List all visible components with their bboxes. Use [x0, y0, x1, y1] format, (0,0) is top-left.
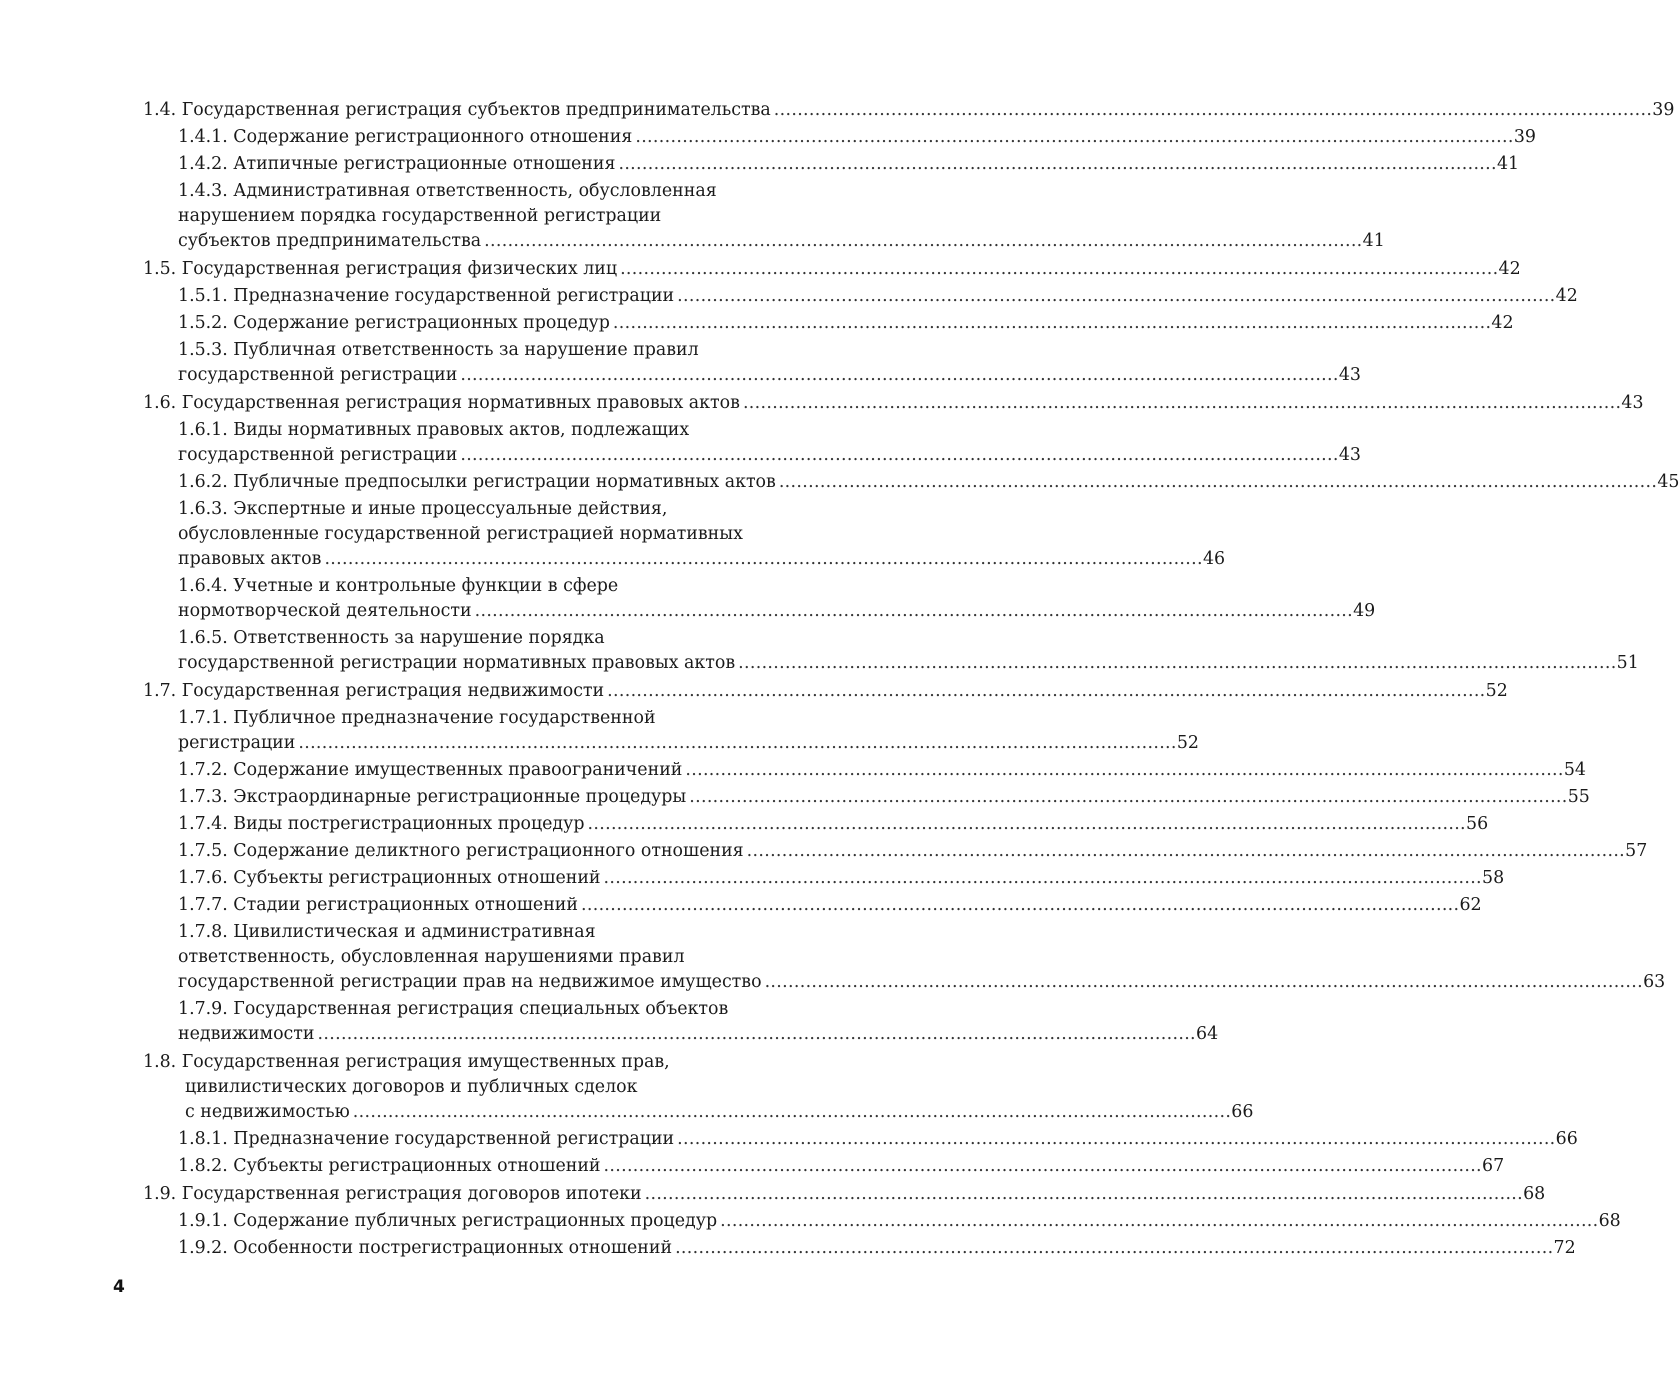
toc-entry-1-4-1[interactable] [143, 125, 1536, 150]
toc-entry-last-line [143, 257, 1521, 282]
toc-entry-1-8[interactable] [143, 1050, 1254, 1125]
toc-entry-title: 1.9.1. Содержание публичных регистрационных процедур [178, 1211, 718, 1231]
toc-entry-text-line: 1.5.3. Публичная ответственность за нарушение правил [178, 340, 699, 360]
dot-leader [747, 839, 1622, 864]
toc-entry-last-line [143, 1100, 1254, 1125]
dot-leader [765, 970, 1640, 995]
toc-entry-last-line [143, 1182, 1546, 1207]
toc-entry-text-line: 1.7.9. Государственная регистрация специальных объектов [178, 999, 729, 1019]
toc-entry-page: 66 [1555, 1129, 1578, 1149]
toc-entry-1-9-1[interactable] [143, 1209, 1621, 1234]
toc-entry-title: государственной регистрации прав на недвижимое имущество [178, 972, 762, 992]
toc-entry-last-line [178, 731, 1199, 756]
toc-entry-text-line: 1.4.3. Административная ответственность, обусловленная [178, 181, 717, 201]
toc-entry-last-line [178, 1127, 1578, 1152]
toc-entry-page: 54 [1563, 760, 1586, 780]
toc-entry-last-line [178, 547, 1226, 572]
toc-entry-last-line [143, 98, 1675, 123]
dot-leader [475, 599, 1350, 624]
toc-entry-1-9[interactable] [143, 1182, 1546, 1207]
toc-entry-title: 1.7.6. Субъекты регистрационных отношений [178, 868, 601, 888]
toc-entry-title: государственной регистрации [178, 445, 458, 465]
toc-entry-text-line: 1.7.1. Публичное предназначение государственной [178, 708, 656, 728]
toc-entry-page: 49 [1353, 601, 1376, 621]
toc-entry-1-9-2[interactable] [143, 1236, 1576, 1261]
toc-entry-page: 62 [1459, 895, 1482, 915]
toc-entry-text-line: обусловленные государственной регистрацией нормативных [178, 524, 743, 544]
toc-entry-1-7-3[interactable] [143, 785, 1590, 810]
toc-entry-1-8-2[interactable] [143, 1154, 1505, 1179]
toc-entry-page: 58 [1482, 868, 1505, 888]
dot-leader [460, 363, 1335, 388]
toc-entry-page: 43 [1338, 445, 1361, 465]
toc-entry-page: 45 [1657, 472, 1679, 492]
toc-entry-last-line [178, 443, 1361, 468]
toc-entry-1-5-2[interactable] [143, 311, 1514, 336]
toc-entry-title: 1.4.2. Атипичные регистрационные отношения [178, 154, 616, 174]
toc-entry-page: 56 [1466, 814, 1489, 834]
toc-entry-title: 1.5.1. Предназначение государственной регистрации [178, 286, 675, 306]
toc-entry-page: 57 [1625, 841, 1648, 861]
toc-entry-title: с недвижимостью [185, 1102, 350, 1122]
toc-entry-last-line [178, 651, 1639, 676]
toc-entry-page: 67 [1482, 1156, 1505, 1176]
toc-entry-title: 1.5. Государственная регистрация физических лиц [143, 259, 618, 279]
toc-entry-text-line: 1.6.5. Ответственность за нарушение порядка [178, 628, 605, 648]
toc-entry-last-line [178, 785, 1590, 810]
toc-entry-page: 39 [1652, 100, 1675, 120]
dot-leader [604, 866, 1479, 891]
dot-leader [613, 311, 1488, 336]
toc-entry-last-line [143, 679, 1508, 704]
dot-leader [581, 893, 1456, 918]
toc-entry-page: 42 [1555, 286, 1578, 306]
toc-entry-last-line [178, 839, 1648, 864]
toc-entry-last-line [143, 391, 1644, 416]
toc-entry-page: 68 [1523, 1184, 1546, 1204]
toc-entry-1-6-5[interactable] [143, 626, 1639, 676]
dot-leader [677, 1127, 1552, 1152]
dot-leader [774, 98, 1649, 123]
toc-entry-title: 1.9.2. Особенности пострегистрационных отношений [178, 1238, 673, 1258]
toc-entry-page: 43 [1338, 365, 1361, 385]
toc-entry-page: 39 [1513, 127, 1536, 147]
toc-entry-last-line [178, 1209, 1621, 1234]
toc-entry-1-6[interactable] [143, 391, 1644, 416]
toc-entry-text-line: нарушением порядка государственной регистрации [178, 206, 662, 226]
toc-entry-last-line [178, 284, 1578, 309]
dot-leader [645, 1182, 1520, 1207]
toc-entry-1-6-2[interactable] [143, 470, 1679, 495]
toc-entry-last-line [178, 1022, 1219, 1047]
toc-entry-title: 1.7.7. Стадии регистрационных отношений [178, 895, 578, 915]
toc-entry-page: 52 [1176, 733, 1199, 753]
toc-entry-title: 1.8.2. Субъекты регистрационных отношений [178, 1156, 601, 1176]
toc-entry-last-line [178, 866, 1505, 891]
toc-entry-page: 46 [1202, 549, 1226, 569]
toc-entry-1-7-7[interactable] [143, 893, 1482, 918]
toc-entry-text-line: 1.8. Государственная регистрация имущественных прав, [143, 1052, 670, 1072]
dot-leader [720, 1209, 1595, 1234]
toc-entry-1-7-5[interactable] [143, 839, 1648, 864]
dot-leader [588, 812, 1463, 837]
dot-leader [689, 785, 1564, 810]
toc-entry-text-line: ответственность, обусловленная нарушениями правил [178, 947, 685, 967]
dot-leader [460, 443, 1335, 468]
toc-entry-1-7-6[interactable] [143, 866, 1505, 891]
toc-entry-1-6-4[interactable] [143, 574, 1376, 624]
toc-entry-1-7-1[interactable] [143, 706, 1199, 756]
toc-entry-title: 1.4. Государственная регистрация субъектов предпринимательства [143, 100, 771, 120]
toc-entry-title: 1.7.2. Содержание имущественных правоограничений [178, 760, 683, 780]
dot-leader [738, 651, 1613, 676]
dot-leader [353, 1100, 1228, 1125]
toc-entry-last-line [178, 758, 1586, 783]
page-number: 4 [113, 1277, 125, 1297]
toc-entry-title: 1.9. Государственная регистрация договоров ипотеки [143, 1184, 642, 1204]
toc-entry-page: 42 [1498, 259, 1521, 279]
dot-leader [607, 679, 1482, 704]
toc-entry-page: 63 [1643, 972, 1666, 992]
toc-entry-title: 1.7. Государственная регистрация недвижимости [143, 681, 605, 701]
table-of-contents [143, 98, 1679, 1261]
toc-entry-page: 41 [1496, 154, 1520, 174]
toc-entry-text-line: цивилистических договоров и публичных сделок [185, 1077, 638, 1097]
toc-entry-1-4-3[interactable] [143, 179, 1385, 254]
toc-entry-title: нормотворческой деятельности [178, 601, 472, 621]
toc-entry-1-4[interactable] [143, 98, 1675, 123]
dot-leader [298, 731, 1173, 756]
toc-entry-1-5-1[interactable] [143, 284, 1578, 309]
toc-entry-title: регистрации [178, 733, 296, 753]
dot-leader [324, 547, 1199, 572]
toc-entry-1-6-3[interactable] [143, 497, 1226, 572]
toc-entry-last-line [178, 812, 1489, 837]
toc-entry-last-line [178, 599, 1376, 624]
toc-entry-text-line: 1.6.3. Экспертные и иные процессуальные действия, [178, 499, 668, 519]
toc-entry-text-line: 1.6.4. Учетные и контрольные функции в сфере [178, 576, 619, 596]
toc-entry-last-line [178, 1236, 1576, 1261]
dot-leader [743, 391, 1618, 416]
toc-entry-title: 1.8.1. Предназначение государственной регистрации [178, 1129, 675, 1149]
toc-entry-1-5[interactable] [143, 257, 1521, 282]
dot-leader [635, 125, 1510, 150]
dot-leader [620, 257, 1495, 282]
toc-entry-title: правовых актов [178, 549, 322, 569]
dot-leader [779, 470, 1654, 495]
toc-entry-title: 1.6. Государственная регистрация нормативных правовых актов [143, 393, 740, 413]
toc-entry-text-line: 1.6.1. Виды нормативных правовых актов, подлежащих [178, 420, 690, 440]
toc-entry-1-5-3[interactable] [143, 338, 1361, 388]
toc-entry-page: 43 [1621, 393, 1644, 413]
toc-entry-page: 51 [1616, 653, 1639, 673]
toc-entry-last-line [178, 125, 1536, 150]
toc-entry-title: 1.7.4. Виды пострегистрационных процедур [178, 814, 585, 834]
toc-entry-1-4-2[interactable] [143, 152, 1520, 177]
toc-entry-page: 68 [1598, 1211, 1621, 1231]
toc-entry-last-line [178, 229, 1385, 254]
toc-entry-title: субъектов предпринимательства [178, 231, 482, 251]
toc-entry-page: 41 [1362, 231, 1385, 251]
toc-entry-title: государственной регистрации нормативных правовых актов [178, 653, 736, 673]
toc-entry-1-7-8[interactable] [143, 920, 1666, 995]
toc-entry-page: 42 [1491, 313, 1514, 333]
toc-entry-last-line [178, 152, 1520, 177]
dot-leader [685, 758, 1560, 783]
dot-leader [604, 1154, 1479, 1179]
toc-entry-title: недвижимости [178, 1024, 315, 1044]
toc-entry-last-line [178, 311, 1514, 336]
toc-entry-title: государственной регистрации [178, 365, 458, 385]
toc-entry-title: 1.4.1. Содержание регистрационного отношения [178, 127, 633, 147]
toc-entry-last-line [178, 363, 1361, 388]
dot-leader [618, 152, 1493, 177]
toc-entry-page: 64 [1196, 1024, 1219, 1044]
dot-leader [318, 1022, 1193, 1047]
toc-entry-title: 1.7.5. Содержание деликтного регистрационного отношения [178, 841, 744, 861]
toc-entry-1-6-1[interactable] [143, 418, 1361, 468]
dot-leader [675, 1236, 1550, 1261]
dot-leader [677, 284, 1552, 309]
toc-entry-title: 1.5.2. Содержание регистрационных процедур [178, 313, 610, 333]
toc-entry-1-7-2[interactable] [143, 758, 1586, 783]
toc-entry-page: 66 [1231, 1102, 1254, 1122]
dot-leader [484, 229, 1359, 254]
toc-entry-last-line [178, 1154, 1505, 1179]
toc-entry-text-line: 1.7.8. Цивилистическая и административная [178, 922, 596, 942]
toc-entry-title: 1.7.3. Экстраординарные регистрационные процедуры [178, 787, 687, 807]
toc-entry-1-7[interactable] [143, 679, 1508, 704]
toc-entry-page: 52 [1485, 681, 1508, 701]
toc-entry-1-7-9[interactable] [143, 997, 1219, 1047]
toc-entry-last-line [178, 970, 1666, 995]
toc-entry-last-line [178, 893, 1482, 918]
toc-entry-1-7-4[interactable] [143, 812, 1489, 837]
toc-entry-page: 55 [1567, 787, 1590, 807]
toc-entry-page: 72 [1553, 1238, 1576, 1258]
toc-entry-title: 1.6.2. Публичные предпосылки регистрации нормативных актов [178, 472, 776, 492]
toc-entry-last-line [178, 470, 1679, 495]
toc-entry-1-8-1[interactable] [143, 1127, 1578, 1152]
